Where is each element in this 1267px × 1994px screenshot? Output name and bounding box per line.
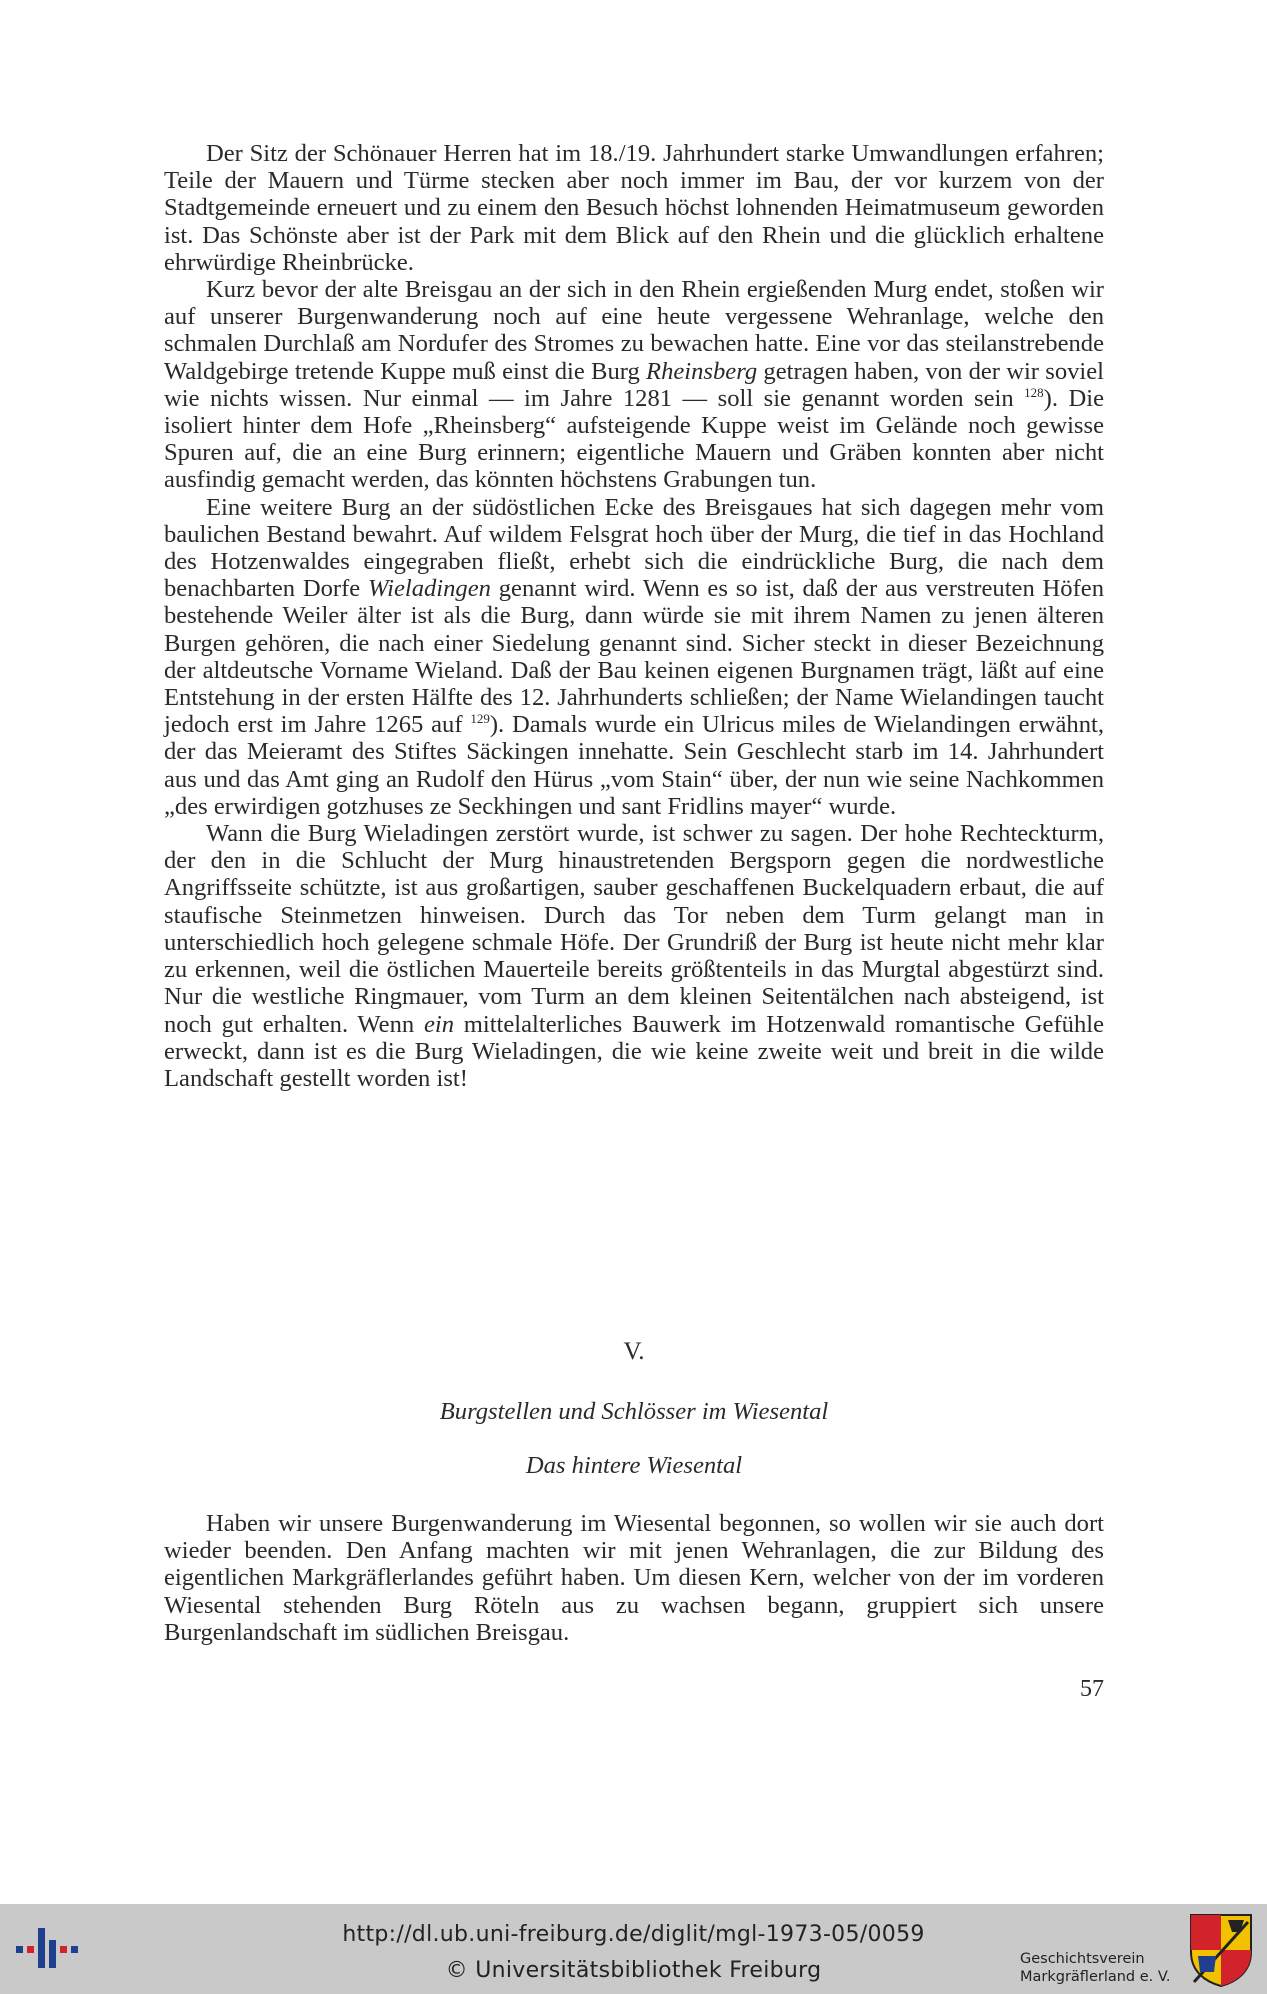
publisher-line-2: Markgräflerland e. V. [1020, 1969, 1171, 1985]
paragraph-4 [164, 820, 1104, 1092]
footnote-ref: 129 [470, 711, 490, 727]
publisher-line-1: Geschichtsverein [1020, 1951, 1145, 1967]
paragraph-2 [164, 276, 1104, 494]
paragraph-text: getragen haben, von der wir soviel wie nichts wissen. Nur einmal — im Jahre 1281 — soll sie genannt worden sein [164, 357, 1104, 412]
paragraph-5: Haben wir unsere Burgenwanderung im Wiesental begonnen, so wollen wir sie auch dort wieder beenden. Den Anfang machten wir mit jenen Wehranlagen, die zur Bildung des eigentlichen Markgräflerlandes geführt haben. Um diesen Kern, welcher von der im vorderen Wiesental stehenden Burg Röteln aus zu wachsen begann, gruppiert sich unsere Burgenlandschaft im südlichen Breisgau. [164, 1510, 1104, 1646]
footnote-ref: 128 [1024, 384, 1044, 400]
body-text [164, 140, 1104, 1092]
paragraph-3 [164, 494, 1104, 820]
italic-castle-name: Wieladingen [368, 575, 491, 603]
italic-castle-name: Rheinsberg [646, 357, 758, 385]
page-number: 57 [1080, 1676, 1104, 1702]
paragraph-text: Kurz bevor der alte Breisgau an der sich in den Rhein ergießenden Murg endet, stoßen wir auf unserer Burgenwanderung noch auf eine heute vergessene Wehranlage, welche den schmalen Durchlaß am Nordufer des Stromes zu bewachen hatte. Eine vor das steilanstrebende Waldgebirge tretende Kuppe muß einst die Burg [164, 276, 1104, 385]
section-title: Burgstellen und Schlösser im Wiesental [439, 1398, 829, 1425]
paragraph-1 [164, 140, 1104, 276]
coat-of-arms-icon [1188, 1912, 1254, 1988]
paragraph-text: genannt wird. Wenn es so ist, daß der aus verstreuten Höfen bestehende Weiler älter ist als die Burg, dann würde sie mit ihrem Namen zu jenen älteren Burgen gehören, die nach einer Siedelung genannt sind. Sicher steckt in dieser Bezeichnung der altdeutsche Vorname Wieland. Daß der Bau keinen eigenen Burgnamen trägt, läßt auf eine Entstehung in der ersten Hälfte des 12. Jahrhunderts schließen; der Name Wielandingen taucht jedoch erst im Jahre 1265 auf [164, 575, 1104, 739]
section-number: V. [623, 1338, 645, 1365]
footer-bar [0, 1904, 1267, 1994]
paragraph-text: mittelalterliches Bauwerk im Hotzenwald romantische Gefühle erweckt, dann ist es die Burg Wieladingen, die wie keine zweite weit und breit in die wilde Landschaft gestellt worden ist! [164, 1010, 1104, 1092]
italic-emphasis: ein [423, 1010, 454, 1038]
document-url-link[interactable]: http://dl.ub.uni-freiburg.de/diglit/mgl-1973-05/0059 [342, 1922, 925, 1947]
section-subtitle: Das hintere Wiesental [525, 1452, 743, 1479]
paragraph-text: Eine weitere Burg an der südöstlichen Ecke des Breisgaues hat sich dagegen mehr vom baulichen Bestand bewahrt. Auf wildem Felsgrat hoch über der Murg, die tief in das Hochland des Hotzenwaldes eingegraben fließt, erhebt sich die eindrückliche Burg, die nach dem benachbarten Dorfe [164, 493, 1104, 603]
copyright-text: © Universitätsbibliothek Freiburg [445, 1958, 822, 1983]
publisher-name [1020, 1950, 1180, 1986]
paragraph-text: Wann die Burg Wieladingen zerstört wurde, ist schwer zu sagen. Der hohe Rechteckturm, der den in die Schlucht der Murg hinaustretenden Bergsporn gegen die nordwestliche Angriffsseite schützte, ist aus großartigen, sauber geschaffenen Buckelquadern erbaut, die auf staufische Steinmetzen hinweisen. Durch das Tor neben dem Turm gelangt man in unterschiedlich hoch gelegene schmale Höfe. Der Grundriß der Burg ist heute nicht mehr klar zu erkennen, weil die östlichen Mauerteile bereits größtenteils in das Murgtal abgestürzt sind. Nur die westliche Ringmauer, vom Turm an dem kleinen Seitentälchen nach absteigend, ist noch gut erhalten. Wenn [164, 820, 1104, 1038]
paragraph-text: ). Die isoliert hinter dem Hofe „Rheinsberg“ aufsteigende Kuppe weist im Gelände noch gewisse Spuren auf, die an eine Burg erinnern; eigentliche Mauern und Gräben konnten aber nicht ausfindig gemacht werden, das könnten höchstens Grabungen tun. [164, 384, 1104, 494]
paragraph-text: ). Damals wurde ein Ulricus miles de Wielandingen erwähnt, der das Meieramt des Stiftes Säckingen innehatte. Sein Geschlecht starb im 14. Jahrhundert aus und das Amt ging an Rudolf den Hürus „vom Stain“ über, der nun wie seine Nachkommen „des erwirdigen gotzhuses ze Seckhingen und sant Fridlins mayer“ wurde. [164, 711, 1104, 820]
paragraph-text: Der Sitz der Schönauer Herren hat im 18./19. Jahrhundert starke Umwandlungen erfahren; Teile der Mauern und Türme stecken aber noch immer im Bau, der vor kurzem von der Stadtgemeinde erneuert und zu einem den Besuch höchst lohnenden Heimatmuseum geworden ist. Das Schönste aber ist der Park mit dem Blick auf den Rhein und die glücklich erhaltene ehrwürdige Rheinbrücke. [164, 140, 1104, 276]
body-text-section-v [164, 1510, 1104, 1646]
